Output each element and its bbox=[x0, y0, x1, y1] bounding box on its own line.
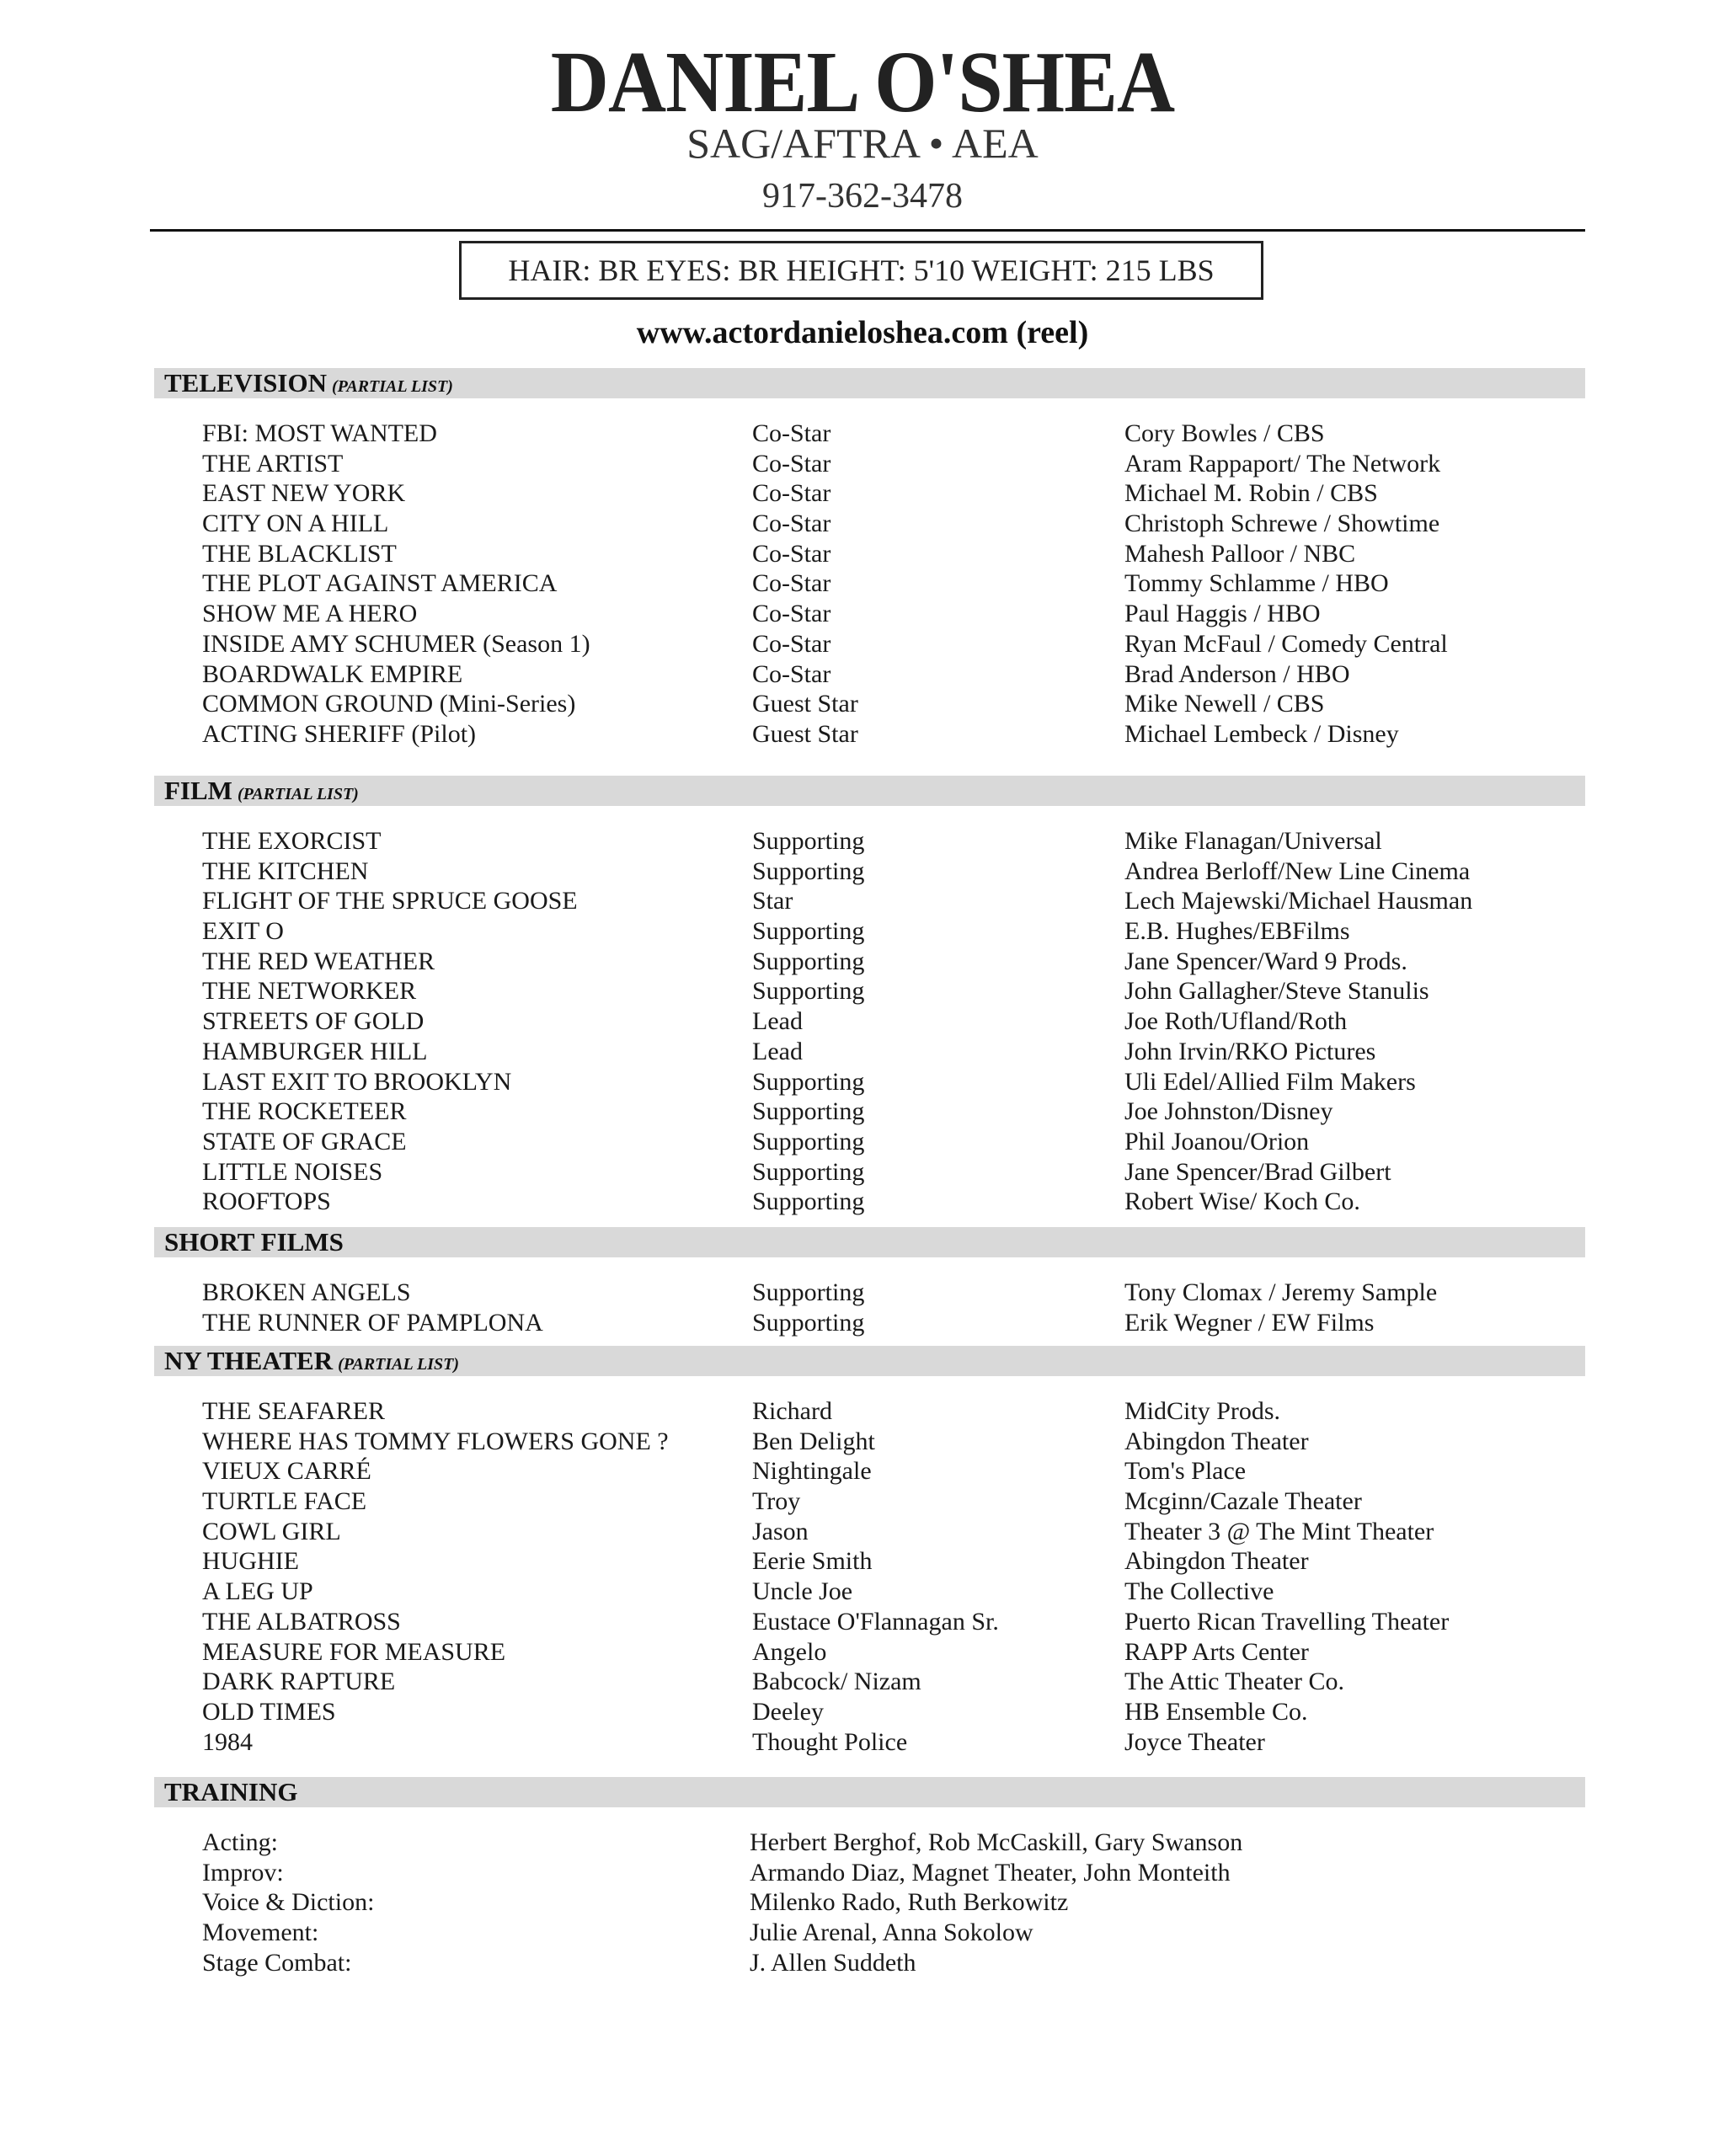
credit-title: A LEG UP bbox=[202, 1577, 313, 1606]
credit-row bbox=[0, 1456, 1725, 1486]
credit-director: Cory Bowles / CBS bbox=[1124, 419, 1325, 447]
section-band-short-films bbox=[154, 1227, 1585, 1257]
credit-role: Supporting bbox=[752, 947, 865, 975]
credit-title: ROOFTOPS bbox=[202, 1187, 331, 1216]
training-row bbox=[0, 1948, 1725, 1978]
credit-title: WHERE HAS TOMMY FLOWERS GONE ? bbox=[202, 1427, 669, 1455]
credit-row bbox=[0, 857, 1725, 887]
credit-title: ACTING SHERIFF (Pilot) bbox=[202, 719, 477, 748]
credit-title: THE EXORCIST bbox=[202, 827, 382, 855]
section-title-training bbox=[164, 1777, 297, 1807]
credit-role: Co-Star bbox=[752, 510, 831, 538]
credit-row bbox=[0, 629, 1725, 659]
credit-title: HUGHIE bbox=[202, 1547, 299, 1576]
credit-role: Co-Star bbox=[752, 600, 831, 628]
section-title-text: FILM bbox=[164, 776, 232, 805]
credit-title: THE PLOT AGAINST AMERICA bbox=[202, 569, 558, 598]
credit-director: Mike Flanagan/Universal bbox=[1124, 827, 1382, 855]
credit-title: THE KITCHEN bbox=[202, 857, 369, 885]
credit-role: Ben Delight bbox=[752, 1427, 875, 1455]
credit-title: THE ROCKETEER bbox=[202, 1097, 407, 1126]
credit-director: The Collective bbox=[1124, 1577, 1274, 1606]
credit-row bbox=[0, 1396, 1725, 1427]
credit-director: The Attic Theater Co. bbox=[1124, 1668, 1345, 1696]
section-title-text: TELEVISION bbox=[164, 368, 327, 398]
training-category: Movement: bbox=[202, 1919, 319, 1947]
credit-row bbox=[0, 1577, 1725, 1607]
credit-row bbox=[0, 478, 1725, 509]
credit-director: Phil Joanou/Orion bbox=[1124, 1127, 1310, 1155]
credit-director: Joe Johnston/Disney bbox=[1124, 1097, 1333, 1126]
credit-director: Jane Spencer/Brad Gilbert bbox=[1124, 1157, 1391, 1186]
section-note: (PARTIAL LIST) bbox=[338, 1355, 459, 1374]
credit-title: COWL GIRL bbox=[202, 1517, 341, 1545]
training-instructors: Julie Arenal, Anna Sokolow bbox=[750, 1919, 1033, 1947]
credit-role: Angelo bbox=[752, 1637, 827, 1666]
section-note: (PARTIAL LIST) bbox=[237, 785, 359, 803]
credit-row bbox=[0, 1427, 1725, 1457]
section-note: (PARTIAL LIST) bbox=[331, 377, 453, 396]
credit-title: MEASURE FOR MEASURE bbox=[202, 1637, 506, 1666]
credit-director: Brad Anderson / HBO bbox=[1124, 659, 1350, 688]
credit-title: THE BLACKLIST bbox=[202, 539, 397, 568]
credit-title: LAST EXIT TO BROOKLYN bbox=[202, 1067, 512, 1096]
credit-role: Supporting bbox=[752, 1157, 865, 1186]
credit-title: HAMBURGER HILL bbox=[202, 1037, 428, 1065]
training-instructors: Milenko Rado, Ruth Berkowitz bbox=[750, 1888, 1069, 1917]
credit-role: Supporting bbox=[752, 1187, 865, 1216]
credit-title: THE RUNNER OF PAMPLONA bbox=[202, 1308, 543, 1337]
credit-director: Erik Wegner / EW Films bbox=[1124, 1308, 1375, 1337]
credit-row bbox=[0, 947, 1725, 977]
credit-role: Supporting bbox=[752, 857, 865, 885]
credit-director: Puerto Rican Travelling Theater bbox=[1124, 1607, 1450, 1636]
credit-director: MidCity Prods. bbox=[1124, 1397, 1281, 1425]
physical-stats-box: HAIR: BR EYES: BR HEIGHT: 5'10 WEIGHT: 215 LBS bbox=[459, 241, 1263, 300]
credit-row bbox=[0, 1006, 1725, 1037]
credit-row bbox=[0, 1607, 1725, 1637]
credit-row bbox=[0, 1546, 1725, 1577]
credit-role: Co-Star bbox=[752, 419, 831, 447]
credit-row bbox=[0, 1127, 1725, 1157]
credit-title: FBI: MOST WANTED bbox=[202, 419, 437, 447]
credit-role: Co-Star bbox=[752, 629, 831, 658]
credit-director: Joe Roth/Ufland/Roth bbox=[1124, 1007, 1348, 1036]
credit-title: CITY ON A HILL bbox=[202, 510, 389, 538]
section-title-television bbox=[164, 368, 453, 402]
credit-role: Co-Star bbox=[752, 479, 831, 508]
website-link[interactable]: www.actordanieloshea.com (reel) bbox=[636, 315, 1089, 350]
phone-number: 917-362-3478 bbox=[762, 177, 963, 216]
credit-director: Tom's Place bbox=[1124, 1457, 1247, 1486]
credit-role: Lead bbox=[752, 1007, 803, 1036]
training-row bbox=[0, 1887, 1725, 1918]
credit-director: Mahesh Palloor / NBC bbox=[1124, 539, 1356, 568]
credit-role: Guest Star bbox=[752, 719, 858, 748]
credit-role: Richard bbox=[752, 1397, 832, 1425]
credit-row bbox=[0, 1308, 1725, 1338]
credit-director: Jane Spencer/Ward 9 Prods. bbox=[1124, 947, 1407, 975]
credit-director: Abingdon Theater bbox=[1124, 1427, 1309, 1455]
credit-title: STATE OF GRACE bbox=[202, 1127, 407, 1155]
credit-role: Supporting bbox=[752, 1127, 865, 1155]
credit-row bbox=[0, 1187, 1725, 1217]
credit-role: Eerie Smith bbox=[752, 1547, 873, 1576]
section-band-film bbox=[154, 776, 1585, 806]
credit-row bbox=[0, 539, 1725, 569]
section-band-training bbox=[154, 1777, 1585, 1807]
credit-role: Guest Star bbox=[752, 690, 858, 718]
credit-role: Supporting bbox=[752, 1308, 865, 1337]
section-title-theater bbox=[164, 1346, 459, 1380]
credit-director: Michael M. Robin / CBS bbox=[1124, 479, 1378, 508]
credit-title: SHOW ME A HERO bbox=[202, 600, 418, 628]
credit-title: DARK RAPTURE bbox=[202, 1668, 396, 1696]
credit-role: Thought Police bbox=[752, 1727, 908, 1756]
credit-row bbox=[0, 1067, 1725, 1097]
credit-director: Abingdon Theater bbox=[1124, 1547, 1309, 1576]
credit-title: EXIT O bbox=[202, 917, 284, 946]
credit-row bbox=[0, 689, 1725, 719]
credit-director: Mike Newell / CBS bbox=[1124, 690, 1325, 718]
credit-director: HB Ensemble Co. bbox=[1124, 1697, 1308, 1726]
training-row bbox=[0, 1858, 1725, 1888]
credit-row bbox=[0, 886, 1725, 916]
credit-director: Christoph Schrewe / Showtime bbox=[1124, 510, 1440, 538]
credit-role: Supporting bbox=[752, 917, 865, 946]
credit-role: Babcock/ Nizam bbox=[752, 1668, 921, 1696]
credit-title: 1984 bbox=[202, 1727, 253, 1756]
credit-role: Supporting bbox=[752, 1067, 865, 1096]
film-credits bbox=[0, 826, 1725, 1217]
credit-row bbox=[0, 1278, 1725, 1308]
credit-director: Michael Lembeck / Disney bbox=[1124, 719, 1399, 748]
credit-role: Supporting bbox=[752, 1097, 865, 1126]
credit-director: Theater 3 @ The Mint Theater bbox=[1124, 1517, 1434, 1545]
credit-row bbox=[0, 1517, 1725, 1547]
training-category: Acting: bbox=[202, 1828, 278, 1856]
credit-title: OLD TIMES bbox=[202, 1697, 336, 1726]
credit-title: EAST NEW YORK bbox=[202, 479, 406, 508]
training-instructors: J. Allen Suddeth bbox=[750, 1948, 916, 1977]
credit-row bbox=[0, 1486, 1725, 1517]
credit-title: INSIDE AMY SCHUMER (Season 1) bbox=[202, 629, 590, 658]
credit-director: Robert Wise/ Koch Co. bbox=[1124, 1187, 1360, 1216]
television-credits bbox=[0, 419, 1725, 750]
credit-director: John Gallagher/Steve Stanulis bbox=[1124, 977, 1429, 1006]
credit-title: BOARDWALK EMPIRE bbox=[202, 659, 463, 688]
credit-director: Mcginn/Cazale Theater bbox=[1124, 1487, 1362, 1516]
training-category: Voice & Diction: bbox=[202, 1888, 375, 1917]
section-title-text: TRAINING bbox=[164, 1777, 298, 1806]
credit-title: FLIGHT OF THE SPRUCE GOOSE bbox=[202, 887, 578, 915]
training-category: Stage Combat: bbox=[202, 1948, 352, 1977]
credit-row bbox=[0, 1697, 1725, 1727]
section-title-film bbox=[164, 776, 359, 809]
credit-row bbox=[0, 1097, 1725, 1127]
credit-role: Jason bbox=[752, 1517, 809, 1545]
credit-title: TURTLE FACE bbox=[202, 1487, 367, 1516]
credit-row bbox=[0, 1667, 1725, 1697]
credit-title: THE ALBATROSS bbox=[202, 1607, 401, 1636]
section-title-short-films bbox=[164, 1227, 344, 1257]
credit-director: Paul Haggis / HBO bbox=[1124, 600, 1321, 628]
credit-row bbox=[0, 976, 1725, 1006]
credit-role: Uncle Joe bbox=[752, 1577, 853, 1606]
credit-director: Ryan McFaul / Comedy Central bbox=[1124, 629, 1448, 658]
credit-director: E.B. Hughes/EBFilms bbox=[1124, 917, 1350, 946]
credit-title: STREETS OF GOLD bbox=[202, 1007, 425, 1036]
credit-role: Supporting bbox=[752, 1278, 865, 1306]
credit-row bbox=[0, 1727, 1725, 1758]
credit-role: Supporting bbox=[752, 977, 865, 1006]
credit-row bbox=[0, 449, 1725, 479]
credit-role: Deeley bbox=[752, 1697, 824, 1726]
training-row bbox=[0, 1828, 1725, 1858]
credit-row bbox=[0, 1157, 1725, 1187]
credit-director: Joyce Theater bbox=[1124, 1727, 1265, 1756]
credit-director: John Irvin/RKO Pictures bbox=[1124, 1037, 1376, 1065]
credit-title: COMMON GROUND (Mini-Series) bbox=[202, 690, 576, 718]
credit-row bbox=[0, 916, 1725, 947]
credit-row bbox=[0, 509, 1725, 539]
credit-role: Eustace O'Flannagan Sr. bbox=[752, 1607, 999, 1636]
credit-title: BROKEN ANGELS bbox=[202, 1278, 411, 1306]
credit-row bbox=[0, 419, 1725, 449]
credit-role: Co-Star bbox=[752, 449, 831, 478]
training-list bbox=[0, 1828, 1725, 1977]
credit-row bbox=[0, 599, 1725, 629]
credit-director: Aram Rappaport/ The Network bbox=[1124, 449, 1441, 478]
credit-title: THE SEAFARER bbox=[202, 1397, 385, 1425]
credit-role: Star bbox=[752, 887, 793, 915]
credit-row bbox=[0, 659, 1725, 690]
credit-role: Co-Star bbox=[752, 569, 831, 598]
credit-title: THE ARTIST bbox=[202, 449, 344, 478]
training-row bbox=[0, 1918, 1725, 1948]
credit-role: Co-Star bbox=[752, 659, 831, 688]
credit-role: Troy bbox=[752, 1487, 801, 1516]
header-divider bbox=[150, 229, 1585, 232]
credit-title: LITTLE NOISES bbox=[202, 1157, 383, 1186]
credit-row bbox=[0, 1637, 1725, 1668]
credit-director: Tony Clomax / Jeremy Sample bbox=[1124, 1278, 1438, 1306]
training-instructors: Herbert Berghof, Rob McCaskill, Gary Swanson bbox=[750, 1828, 1243, 1856]
training-category: Improv: bbox=[202, 1858, 284, 1886]
actor-name: DANIEL O'SHEA bbox=[550, 34, 1175, 131]
credit-role: Nightingale bbox=[752, 1457, 872, 1486]
credit-row bbox=[0, 719, 1725, 750]
credit-role: Supporting bbox=[752, 827, 865, 855]
credit-title: THE RED WEATHER bbox=[202, 947, 435, 975]
section-title-text: SHORT FILMS bbox=[164, 1227, 344, 1257]
credit-director: Lech Majewski/Michael Hausman bbox=[1124, 887, 1473, 915]
credit-title: VIEUX CARRÉ bbox=[202, 1457, 371, 1486]
credit-role: Lead bbox=[752, 1037, 803, 1065]
credit-director: Andrea Berloff/New Line Cinema bbox=[1124, 857, 1471, 885]
training-instructors: Armando Diaz, Magnet Theater, John Monteith bbox=[750, 1858, 1231, 1886]
short-film-credits bbox=[0, 1278, 1725, 1337]
credit-row bbox=[0, 1037, 1725, 1067]
credit-role: Co-Star bbox=[752, 539, 831, 568]
credit-title: THE NETWORKER bbox=[202, 977, 417, 1006]
credit-director: Uli Edel/Allied Film Makers bbox=[1124, 1067, 1416, 1096]
theater-credits bbox=[0, 1396, 1725, 1757]
credit-director: Tommy Schlamme / HBO bbox=[1124, 569, 1389, 598]
credit-director: RAPP Arts Center bbox=[1124, 1637, 1309, 1666]
credit-row bbox=[0, 826, 1725, 857]
credit-row bbox=[0, 568, 1725, 599]
union-affiliations: SAG/AFTRA • AEA bbox=[686, 120, 1039, 167]
section-title-text: NY THEATER bbox=[164, 1346, 334, 1375]
